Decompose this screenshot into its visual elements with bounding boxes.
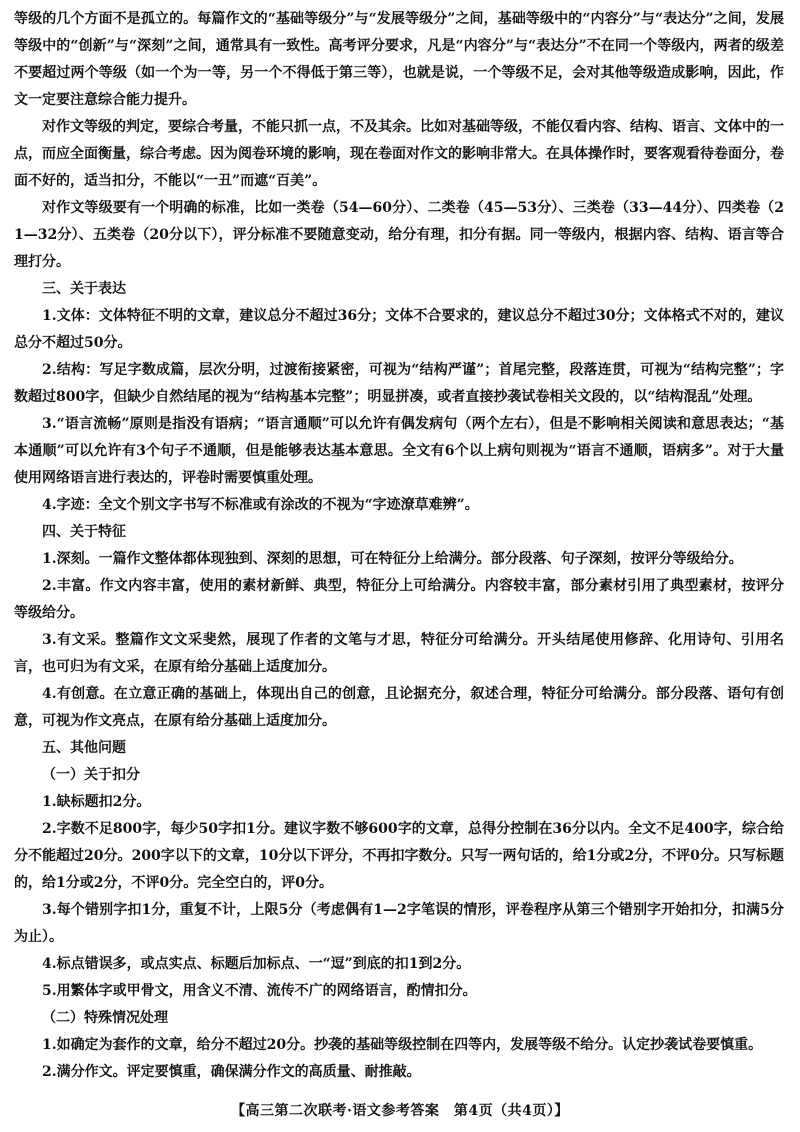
subheading-deductions: （一）关于扣分 xyxy=(42,767,140,783)
item-handwriting: 4.字迹：全文个别文字书写不标准或有涂改的不视为“字迹潦草难辨”。 xyxy=(42,497,479,513)
paragraph-grade-consistency: 等级的几个方面不是孤立的。每篇作文的“基础等级分”与“发展等级分”之间，基础等级中的“内容分”与“表达分”之间，发展等级中的“创新”与“深刻”之间，通常具有一致性。高考评分要求，凡是“内容分”与“表达分”不在同一个等级内，两者的级差不要超过两个等级（如一个为一等，另一个不得低于第三等），也就是说，一个等级不足，会对其他等级造成影响，因此，作文一定要注意综合能力提升。 xyxy=(14,11,784,108)
item-richness: 2.丰富。作文内容丰富，使用的素材新鲜、典型，特征分上可给满分。内容较丰富，部分素材引用了典型素材，按评分等级给分。 xyxy=(14,578,784,621)
item-plagiarism: 1.如确定为套作的文章，给分不超过20分。抄袭的基础等级控制在四等内，发展等级不给分。认定抄袭试卷要慎重。 xyxy=(42,1037,763,1053)
item-language: 3.“语言流畅”原则是指没有语病；“语言通顺”可以允许有偶发病句（两个左右），但是不影响相关阅读和意思表达；“基本通顺”可以允许有3个句子不通顺，但是能够表达基本意思。全文有6个以上病句则视为“语言不通顺，语病多”。对于大量使用网络语言进行表达的，评卷时需要慎重处理。 xyxy=(14,416,784,486)
item-full-marks: 2.满分作文。评定要慎重，确保满分作文的高质量、耐推敲。 xyxy=(42,1064,421,1080)
paragraph-grade-standards: 对作文等级要有一个明确的标准，比如一类卷（54—60分）、二类卷（45—53分）、三类卷（33—44分）、四类卷（21—32分）、五类卷（20分以下），评分标准不要随意变动，给分有理，扣分有据。同一等级内，根据内容、结构、语言等合理打分。 xyxy=(14,200,784,270)
heading-other-issues: 五、其他问题 xyxy=(42,740,126,756)
item-punctuation: 4.标点错误多，或点实点、标题后加标点、一“逗”到底的扣1到2分。 xyxy=(42,956,471,972)
document-body xyxy=(14,6,784,1086)
item-creativity: 4.有创意。在立意正确的基础上，体现出自己的创意，且论据充分，叙述合理，特征分可给满分。部分段落、语句有创意，可视为作文亮点，在原有给分基础上适度加分。 xyxy=(14,686,784,729)
item-word-count: 2.字数不足800字，每少50字扣1分。建议字数不够600字的文章，总得分控制在36分以内。全文不足400字，综合给分不能超过20分。200字以下的文章，10分以下评分，不再扣字数分。只写一两句话的，给1分或2分，不评0分。只写标题的，给1分或2分，不评0分。完全空白的，评0分。 xyxy=(14,821,784,891)
item-traditional-characters: 5.用繁体字或甲骨文，用含义不清、流传不广的网络语言，酌情扣分。 xyxy=(42,983,477,999)
item-depth: 1.深刻。一篇作文整体都体现独到、深刻的思想，可在特征分上给满分。部分段落、句子深刻，按评分等级给分。 xyxy=(42,551,743,567)
item-typos: 3.每个错别字扣1分，重复不计，上限5分（考虑偶有1—2字笔误的情形，评卷程序从第三个错别字开始扣分，扣满5分为止）。 xyxy=(14,902,784,945)
item-literary-grace: 3.有文采。整篇作文文采斐然，展现了作者的文笔与才思，特征分可给满分。开头结尾使用修辞、化用诗句、引用名言，也可归为有文采，在原有给分基础上适度加分。 xyxy=(14,632,784,675)
paragraph-overall-judgement: 对作文等级的判定，要综合考量，不能只抓一点，不及其余。比如对基础等级，不能仅看内容、结构、语言、文体中的一点，而应全面衡量，综合考虑。因为阅卷环境的影响，现在卷面对作文的影响非常大。在具体操作时，要客观看待卷面分，卷面不好的，适当扣分，不能以“一丑”而遮“百美”。 xyxy=(14,119,784,189)
heading-features: 四、关于特征 xyxy=(42,524,126,540)
item-missing-title: 1.缺标题扣2分。 xyxy=(42,794,151,810)
item-structure: 2.结构：写足字数成篇，层次分明，过渡衔接紧密，可视为“结构严谨”；首尾完整，段落连贯，可视为“结构完整”；字数超过800字，但缺少自然结尾的视为“结构基本完整”；明显拼凑，或者直接抄袭试卷相关文段的，以“结构混乱”处理。 xyxy=(14,362,784,405)
item-genre: 1.文体：文体特征不明的文章，建议总分不超过36分；文体不合要求的，建议总分不超过30分；文体格式不对的，建议总分不超过50分。 xyxy=(14,308,784,351)
subheading-special-cases: （二）特殊情况处理 xyxy=(42,1010,168,1026)
page-footer: 【高三第二次联考·语文参考答案 第4页（共4页）】 xyxy=(231,1103,569,1119)
heading-expression: 三、关于表达 xyxy=(42,281,126,297)
